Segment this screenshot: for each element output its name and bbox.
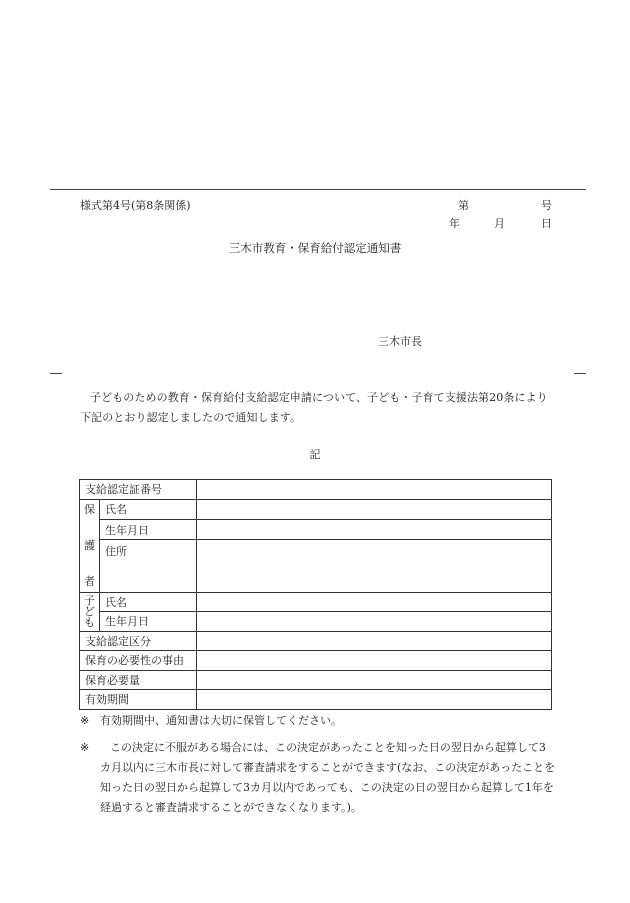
table-row — [80, 592, 552, 612]
certification-table — [79, 479, 552, 710]
cert-number-value — [197, 480, 552, 500]
reason-value — [197, 651, 552, 671]
reason-label: 保育の必要性の事由 — [80, 651, 197, 671]
guardian-char: 保 — [84, 502, 95, 516]
form-number: 様式第4号(第8条関係) — [80, 199, 191, 212]
category-label: 支給認定区分 — [80, 631, 197, 651]
top-rule — [50, 189, 586, 190]
child-char: 子 — [84, 594, 95, 607]
note-appeal — [80, 738, 556, 822]
table-row — [80, 631, 552, 651]
document-number-suffix: 号 — [541, 199, 552, 212]
guardian-name-value — [197, 499, 552, 519]
period-value — [197, 690, 552, 710]
guardian-name-label: 氏名 — [100, 499, 197, 519]
category-value — [197, 631, 552, 651]
guardian-address-value — [197, 540, 552, 592]
date-day: 日 — [541, 217, 552, 230]
child-dob-value — [197, 612, 552, 632]
note-text: この決定に不服がある場合には、この決定があったことを知った日の翌日から起算して3カ月以内に三木市長に対して審査請求をすることができます(なお、この決定があったことを知った日の翌日から起算して3カ月以内であっても、この決定の日の翌日から起算して1年を経過すると審査請求することができなくなります。)。 — [100, 741, 556, 814]
guardian-label — [80, 499, 100, 592]
guardian-char: 護 — [84, 538, 95, 552]
child-char: も — [84, 616, 95, 629]
table-row — [80, 670, 552, 690]
child-name-label: 氏名 — [100, 592, 197, 612]
table-row — [80, 690, 552, 710]
date-month: 月 — [494, 217, 505, 230]
table-row — [80, 540, 552, 592]
note-storage — [80, 711, 556, 731]
document-number-prefix: 第 — [458, 199, 469, 212]
date-year: 年 — [449, 217, 460, 230]
guardian-address-label: 住所 — [100, 540, 197, 592]
fold-mark-right — [574, 373, 586, 374]
note-mark: ※ — [80, 741, 90, 754]
amount-value — [197, 670, 552, 690]
table-row — [80, 480, 552, 500]
child-label — [80, 592, 100, 631]
table-row — [80, 499, 552, 519]
issuer-name: 三木市長 — [378, 335, 422, 348]
note-text: 有効期間中、通知書は大切に保管してください。 — [100, 714, 342, 727]
period-label: 有効期間 — [80, 690, 197, 710]
amount-label: 保育必要量 — [80, 670, 197, 690]
note-mark: ※ — [80, 714, 90, 727]
child-dob-label: 生年月日 — [100, 612, 197, 632]
notice-body: 子どものための教育・保育給付支給認定申請について、子ども・子育て支援法第20条により下記のとおり認定しましたので通知します。 — [80, 391, 548, 424]
table-row — [80, 519, 552, 539]
table-row — [80, 651, 552, 671]
fold-mark-left — [50, 373, 62, 374]
guardian-dob-value — [197, 519, 552, 539]
ki-heading: 記 — [309, 448, 321, 461]
cert-number-label: 支給認定証番号 — [80, 480, 197, 500]
table-row — [80, 612, 552, 632]
guardian-dob-label: 生年月日 — [100, 519, 197, 539]
guardian-char: 者 — [84, 574, 95, 588]
child-name-value — [197, 592, 552, 612]
child-char: ど — [84, 605, 95, 618]
document-title: 三木市教育・保育給付認定通知書 — [228, 241, 402, 255]
